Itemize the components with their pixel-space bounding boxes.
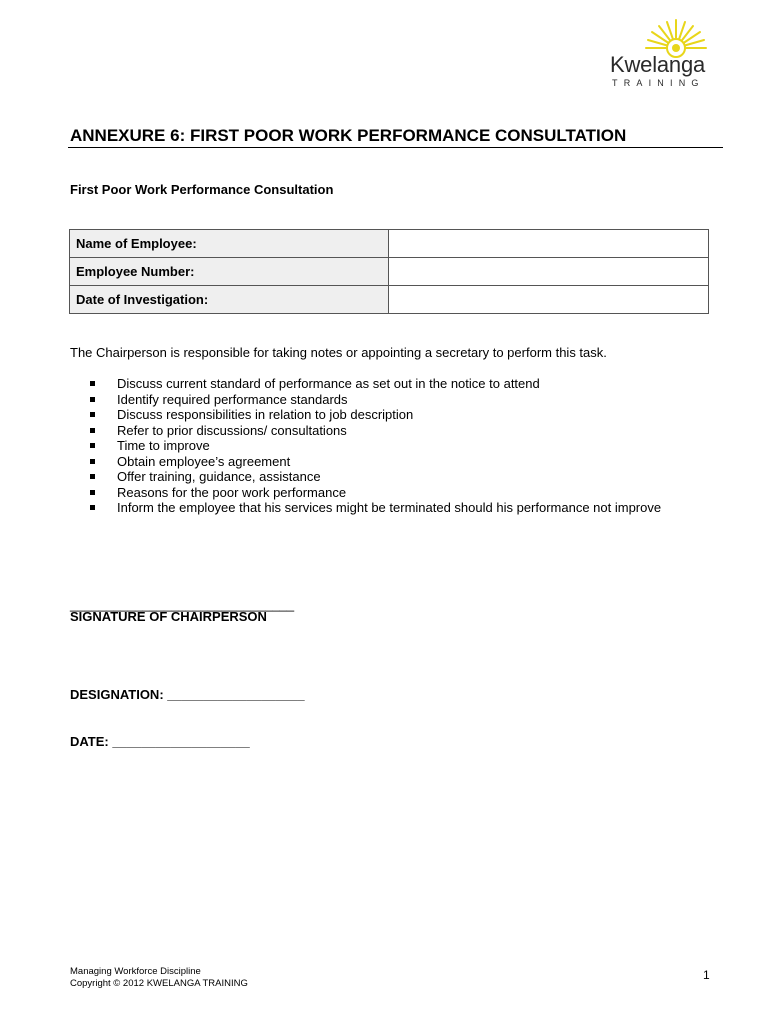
bullet-icon <box>90 490 95 495</box>
table-label: Name of Employee: <box>70 230 389 258</box>
list-item-text: Time to improve <box>117 438 210 453</box>
kwelanga-logo <box>600 18 720 90</box>
intro-paragraph: The Chairperson is responsible for taking notes or appointing a secretary to perform this task. <box>70 345 607 360</box>
list-item <box>90 392 712 408</box>
table-row <box>70 258 709 286</box>
list-item <box>90 423 712 439</box>
footer-course-name: Managing Workforce Discipline <box>70 966 201 977</box>
section-subtitle: First Poor Work Performance Consultation <box>70 182 334 197</box>
date-field[interactable]: DATE: ___________________ <box>70 734 250 749</box>
list-item <box>90 438 712 454</box>
bullet-icon <box>90 443 95 448</box>
list-item-text: Discuss responsibilities in relation to job description <box>117 407 414 422</box>
list-item-text: Reasons for the poor work performance <box>117 484 347 500</box>
bullet-icon <box>90 505 95 510</box>
table-label: Employee Number: <box>70 258 389 286</box>
designation-field[interactable]: DESIGNATION: ___________________ <box>70 687 305 702</box>
list-item <box>90 454 712 470</box>
bullet-icon <box>90 397 95 402</box>
list-item <box>90 407 712 423</box>
title-divider <box>68 147 723 148</box>
logo-name: Kwelanga <box>610 52 706 77</box>
discussion-points-list <box>90 376 712 516</box>
list-item <box>90 485 712 501</box>
investigation-date-field[interactable] <box>389 286 709 314</box>
table-row <box>70 286 709 314</box>
table-label: Date of Investigation: <box>70 286 389 314</box>
footer-copyright: Copyright © 2012 KWELANGA TRAINING <box>70 978 248 989</box>
employee-name-field[interactable] <box>389 230 709 258</box>
logo-tagline: TRAINING <box>612 78 705 88</box>
employee-number-field[interactable] <box>389 258 709 286</box>
list-item-text: Offer training, guidance, assistance <box>117 469 321 484</box>
list-item-text: Obtain employee’s agreement <box>117 453 291 469</box>
list-item <box>90 376 712 392</box>
list-item-text: Identify required performance standards <box>117 391 348 407</box>
bullet-icon <box>90 428 95 433</box>
list-item-text: Inform the employee that his services might be terminated should his performance not improve <box>117 500 662 515</box>
list-item-text: Discuss current standard of performance as set out in the notice to attend <box>117 376 540 391</box>
signature-line[interactable]: _______________________________ <box>70 597 295 612</box>
table-row <box>70 230 709 258</box>
list-item-text: Refer to prior discussions/ consultations <box>117 422 347 438</box>
list-item <box>90 469 712 485</box>
signature-label: SIGNATURE OF CHAIRPERSON <box>70 609 267 624</box>
page-number: 1 <box>703 968 710 982</box>
bullet-icon <box>90 459 95 464</box>
bullet-icon <box>90 412 95 417</box>
employee-info-table <box>69 229 709 314</box>
bullet-icon <box>90 474 95 479</box>
list-item <box>90 500 712 516</box>
document-title: ANNEXURE 6: FIRST POOR WORK PERFORMANCE CONSULTATION <box>70 126 627 145</box>
bullet-icon <box>90 381 95 386</box>
